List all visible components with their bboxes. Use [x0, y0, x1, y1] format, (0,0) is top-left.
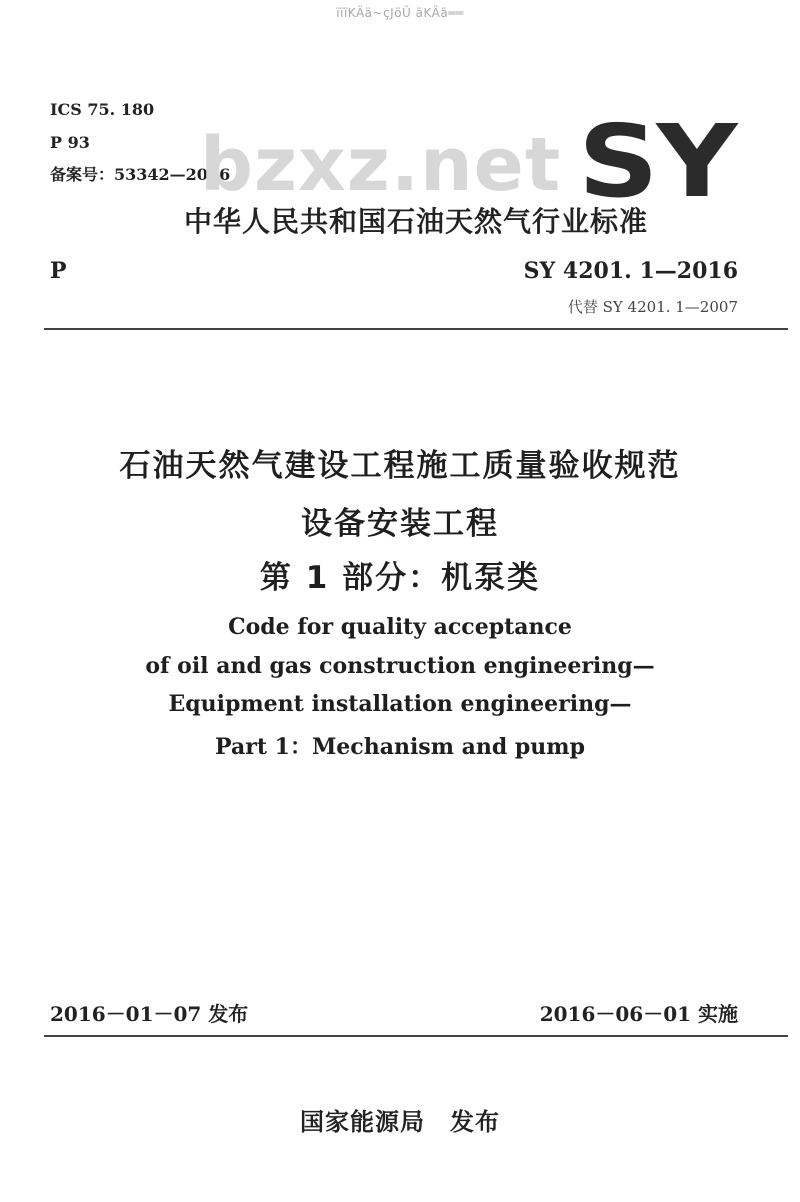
category-letter: P	[50, 258, 67, 284]
header-garbled-text: ïïïKÄä~çJöÜ äKÄä══	[336, 6, 464, 20]
title-en-line-1: Code for quality acceptance	[228, 614, 572, 640]
title-cn-line-3: 第 1 部分：机泵类	[259, 560, 541, 596]
title-en-line-4: Part 1：Mechanism and pump	[215, 734, 585, 760]
record-number: 备案号：53342—2016	[50, 165, 231, 184]
title-en-line-3: Equipment installation engineering—	[168, 691, 632, 717]
top-divider	[44, 328, 788, 330]
implementation-date: 2016－06－01 实施	[539, 1002, 738, 1026]
title-en-line-2: of oil and gas construction engineering—	[145, 653, 655, 679]
p-code: P 93	[50, 133, 90, 152]
title-cn-line-2: 设备安装工程	[301, 506, 499, 542]
issue-date: 2016－01－07 发布	[50, 1002, 249, 1026]
publisher: 国家能源局 发布	[300, 1108, 500, 1136]
standard-number: SY 4201. 1—2016	[523, 258, 738, 284]
sy-logo: SY	[578, 103, 736, 220]
watermark: bzxz.net	[200, 122, 562, 208]
ics-code: ICS 75. 180	[50, 100, 155, 119]
title-cn-line-1: 石油天然气建设工程施工质量验收规范	[119, 448, 681, 484]
replaces-standard: 代替 SY 4201. 1—2007	[567, 298, 738, 316]
bottom-divider	[44, 1035, 788, 1037]
industry-standard-title: 中华人民共和国石油天然气行业标准	[184, 205, 649, 238]
